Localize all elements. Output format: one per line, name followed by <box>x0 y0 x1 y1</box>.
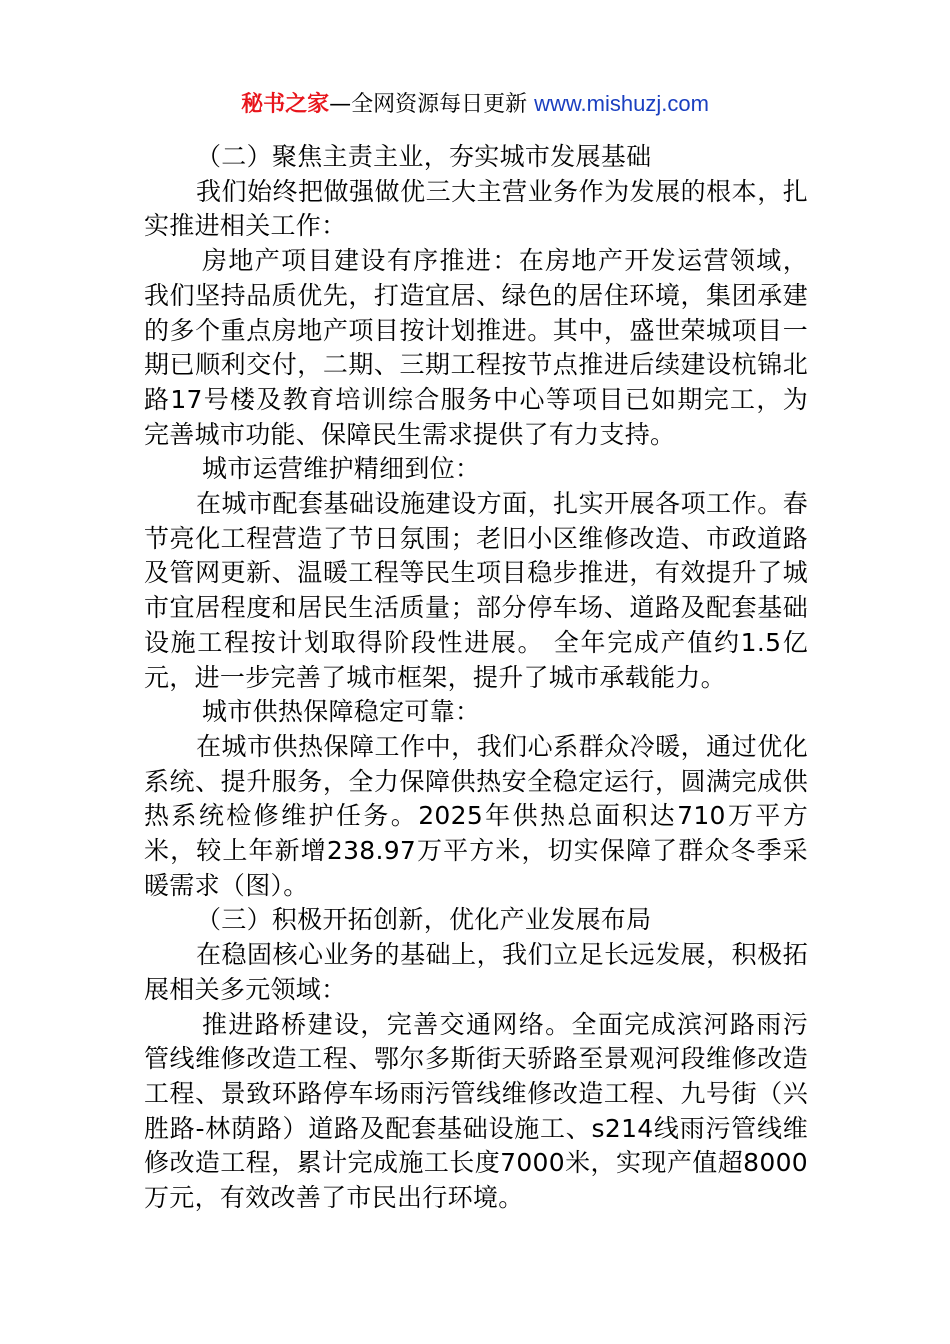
site-tagline: —全网资源每日更新 <box>329 92 535 117</box>
subheading-heating: 城市供热保障稳定可靠： <box>202 697 481 727</box>
subheading-city-operation: 城市运营维护精细到位： <box>202 454 481 484</box>
paragraph-real-estate: 房地产项目建设有序推进：在房地产开发运营领域，我们坚持品质优先，打造宜居、绿色的居住环境，集团承建的多个重点房地产项目按计划推进。其中，盛世荣城项目一期已顺利交付，二期、三期工程按节点推进后续建设杭锦北路17号楼及教育培训综合服务中心等项目已如期完工，为完善城市功能、保障民生需求提供了有力支持。 <box>144 246 808 449</box>
site-url-link[interactable]: www.mishuzj.com <box>534 91 709 116</box>
site-brand: 秘书之家 <box>241 92 330 117</box>
paragraph-road-bridge: 推进路桥建设，完善交通网络。全面完成滨河路雨污管线维修改造工程、鄂尔多斯街天骄路至景观河段维修改造工程、景致环路停车场雨污管线维修改造工程、九号街（兴胜路-林荫路）道路及配套基础设施工、s214线雨污管线维修改造工程，累计完成施工长度7000米，实现产值超8000万元，有效改善了市民出行环境。 <box>144 1009 808 1213</box>
paragraph-heating: 在城市供热保障工作中，我们心系群众冷暖，通过优化系统、提升服务，全力保障供热安全稳定运行，圆满完成供热系统检修维护任务。2025年供热总面积达710万平方米，较上年新增238.97万平方米，切实保障了群众冬季采暖需求（图）。 <box>144 731 808 900</box>
section-heading-2: （二）聚焦主责主业，夯实城市发展基础 <box>196 142 652 171</box>
paragraph-city-operation: 在城市配套基础设施建设方面，扎实开展各项工作。春节亮化工程营造了节日氛围；老旧小区维修改造、市政道路及管网更新、温暖工程等民生项目稳步推进，有效提升了城市宜居程度和居民生活质量；部分停车场、道路及配套基础设施工程按计划取得阶段性进展。 全年完成产值约1.5亿元，进一步完善了城市框架，提升了城市承载能力。 <box>144 489 808 692</box>
paragraph-intro-3: 在稳固核心业务的基础上，我们立足长远发展，积极拓展相关多元领域： <box>144 940 808 1004</box>
paragraph-intro-2: 我们始终把做强做优三大主营业务作为发展的根本，扎实推进相关工作： <box>144 176 808 241</box>
section-heading-3: （三）积极开拓创新，优化产业发展布局 <box>196 905 652 935</box>
site-header <box>0 88 950 121</box>
document-body <box>144 140 808 1216</box>
